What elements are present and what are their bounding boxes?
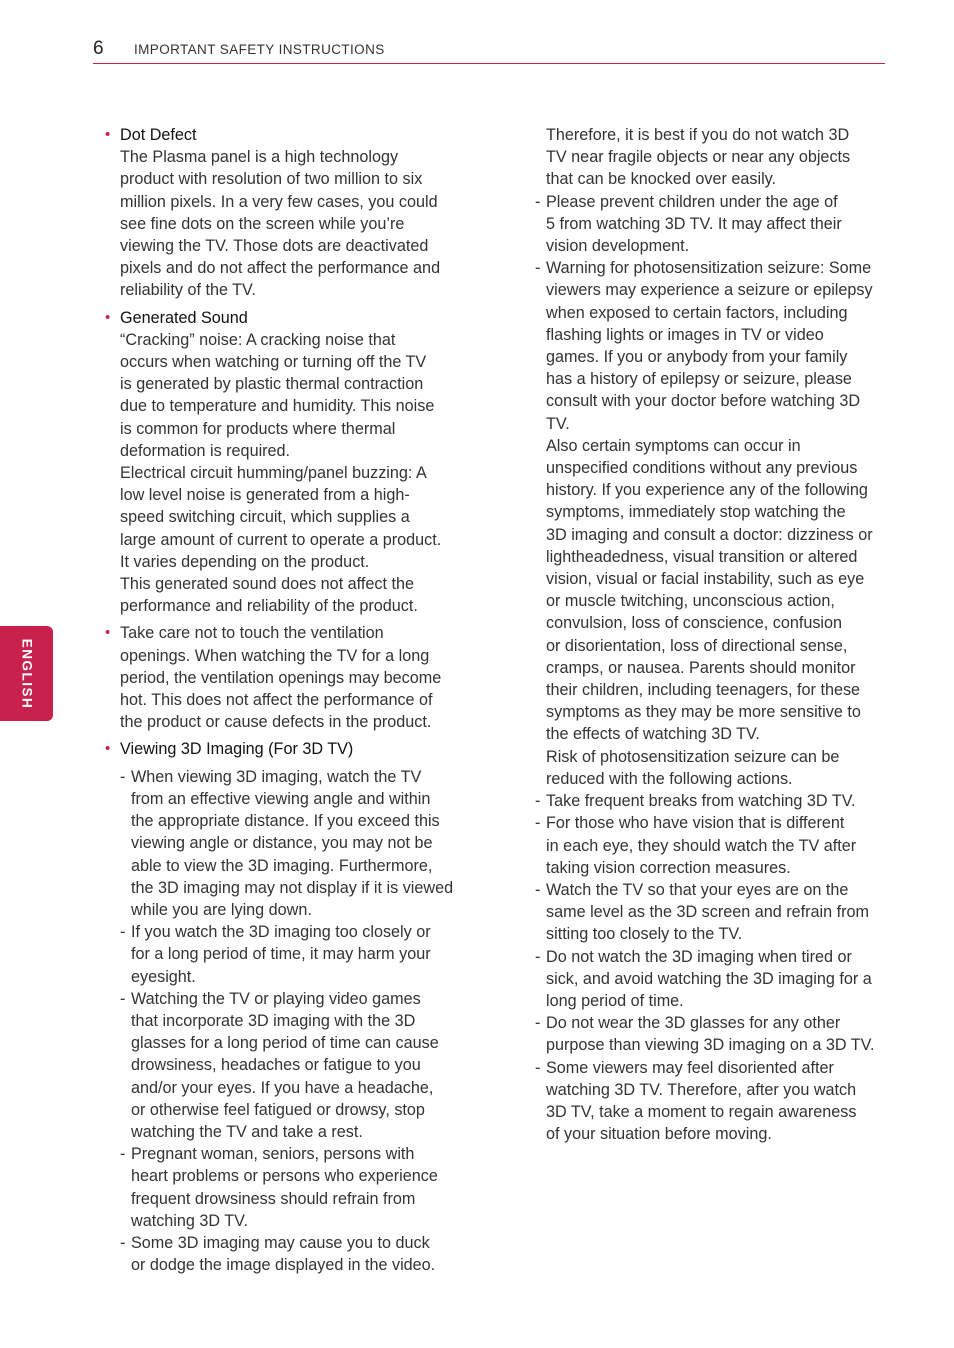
list-item: - Some viewers may feel disoriented after watching 3D TV. Therefore, after you watch 3D TV, take a moment to regain awareness of your situation before moving.: [535, 1057, 887, 1146]
list-item: - Take frequent breaks from watching 3D TV.: [535, 790, 887, 812]
bullet-icon: •: [105, 624, 111, 642]
ventilation-item: [105, 622, 467, 733]
viewing-3d-heading: Viewing 3D Imaging (For 3D TV): [120, 740, 354, 759]
list-item: - Watching the TV or playing video games that incorporate 3D imaging with the 3D glasses for a long period of time can cause drowsiness, headaches or fatigue to you and/or your eyes. If you have a headache, or otherwise feel fatigued or drowsy, stop watching the TV and take a rest.: [120, 988, 467, 1143]
cracking-noise-text: “Cracking” noise: A cracking noise that occurs when watching or turning off the TV is generated by plastic thermal contraction due to temperature and humidity. This noise is common for products where thermal deformation is required.: [120, 330, 435, 460]
generated-sound-heading: Generated Sound: [120, 308, 248, 327]
page-number: 6: [93, 38, 104, 59]
continuation-text: Therefore, it is best if you do not watch 3D TV near fragile objects or near any objects that can be knocked over easily.: [546, 126, 851, 189]
dot-defect-text: The Plasma panel is a high technology product with resolution of two million to six million pixels. In a very few cases, you could see fine dots on the screen while you’re viewing the TV. Those dots are deactivated pixels and do not affect the performance and reliability of the TV.: [120, 148, 441, 300]
list-item: - Warning for photosensitization seizure: Some viewers may experience a seizure or epilepsy when exposed to certain factors, including flashing lights or images in TV or video games. If you or anybody from your family has a history of epilepsy or seizure, please consult with your doctor before watching 3D TV.: [535, 257, 887, 435]
risk-text: Risk of photosensitization seizure can be reduced with the following actions.: [546, 747, 840, 788]
list-item: - Please prevent children under the age of 5 from watching 3D TV. It may affect their vision development.: [535, 191, 887, 258]
humming-noise-text: Electrical circuit humming/panel buzzing: A low level noise is generated from a high- speed switching circuit, which supplies a large amount of current to operate a product. It varies depending on the product.: [120, 464, 442, 571]
bullet-icon: •: [105, 126, 111, 143]
page-header: [93, 38, 885, 64]
language-tab: [0, 626, 53, 721]
bullet-icon: •: [105, 308, 111, 326]
sound-note-text: This generated sound does not affect the performance and reliability of the product.: [120, 575, 418, 616]
language-tab-label: ENGLISH: [19, 638, 34, 709]
list-item: - Watch the TV so that your eyes are on the same level as the 3D screen and refrain from sitting too closely to the TV.: [535, 879, 887, 946]
right-column: [535, 124, 887, 1145]
bullet-icon: •: [105, 740, 111, 758]
list-item: - Do not watch the 3D imaging when tired or sick, and avoid watching the 3D imaging for a long period of time.: [535, 946, 887, 1013]
left-column: [105, 124, 467, 1281]
generated-sound-item: [105, 307, 467, 618]
viewing-3d-item: [105, 738, 467, 1276]
list-item: - When viewing 3D imaging, watch the TV from an effective viewing angle and within the appropriate distance. If you exceed this viewing angle or distance, you may not be able to view the 3D imaging. Furthermore, the 3D imaging may not display if it is viewed while you are lying down.: [120, 766, 467, 921]
list-item: - For those who have vision that is different in each eye, they should watch the TV after taking vision correction measures.: [535, 812, 887, 879]
list-item: - Pregnant woman, seniors, persons with heart problems or persons who experience frequent drowsiness should refrain from watching 3D TV.: [120, 1143, 467, 1232]
ventilation-text: Take care not to touch the ventilation openings. When watching the TV for a long period, the ventilation openings may become hot. This does not affect the performance of the product or cause defects in the product.: [120, 624, 442, 732]
symptoms-text: Also certain symptoms can occur in unspecified conditions without any previous history. If you experience any of the following symptoms, immediately stop watching the 3D imaging and consult a doctor: dizziness or lightheadedness, visual transition or altered vision, visual or facial instability, such as eye or muscle twitching, unconscious action, convulsion, loss of conscience, confusion or disorientation, loss of directional sense, cramps, or nausea. Parents should monitor their children, including teenagers, for these symptoms as they may be more sensitive to the effects of watching 3D TV.: [546, 436, 873, 744]
section-title: IMPORTANT SAFETY INSTRUCTIONS: [134, 42, 385, 57]
list-item: - Some 3D imaging may cause you to duck or dodge the image displayed in the video.: [120, 1232, 467, 1276]
dot-defect-item: [105, 124, 467, 302]
dot-defect-heading: Dot Defect: [120, 126, 197, 144]
list-item: - Do not wear the 3D glasses for any other purpose than viewing 3D imaging on a 3D TV.: [535, 1012, 887, 1056]
list-item: - If you watch the 3D imaging too closely or for a long period of time, it may harm your eyesight.: [120, 921, 467, 988]
